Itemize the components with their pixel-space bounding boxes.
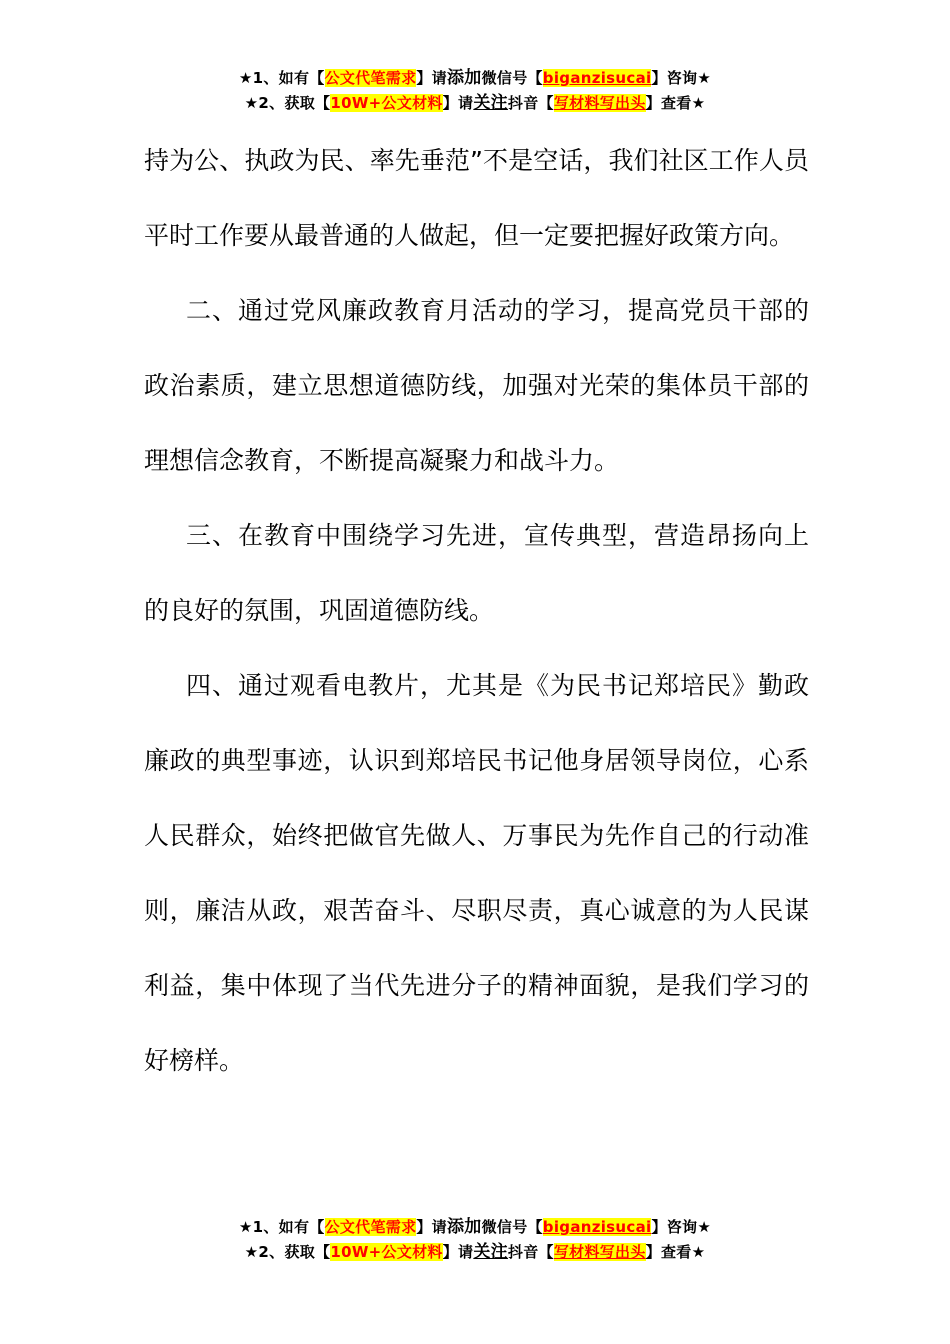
paragraph-two: 二、通过党风廉政教育月活动的学习，提高党员干部的政治素质，建立思想道德防线，加强对光荣的集体员干部的理想信念教育，不断提高凝聚力和战斗力。 (144, 296, 809, 475)
paragraph-continued: 持为公、执政为民、率先垂范”不是空话，我们社区工作人员平时工作要从最普通的人做起，但一定要把握好政策方向。 (144, 146, 809, 250)
highlight-wechat-id: biganzisucai (542, 69, 652, 87)
banner-line-2: ★2、获取【10W+公文材料】请关注抖音【写材料写出头】查看★ (244, 1242, 706, 1262)
footer-banner (0, 1215, 950, 1265)
banner-line-1: ★1、如有【公文代笔需求】请添加微信号【biganzisucai】咨询★ (238, 1217, 712, 1237)
highlight-douyin-account: 写材料写出头 (553, 1243, 646, 1261)
highlight-service: 公文代笔需求 (324, 1218, 417, 1236)
highlight-douyin-account: 写材料写出头 (553, 94, 646, 112)
header-banner (0, 66, 950, 116)
banner-line-1: ★1、如有【公文代笔需求】请添加微信号【biganzisucai】咨询★ (238, 68, 712, 88)
paragraph-three: 三、在教育中围绕学习先进，宣传典型，营造昂扬向上的良好的氛围，巩固道德防线。 (144, 521, 809, 625)
document-body (144, 123, 809, 1098)
highlight-wechat-id: biganzisucai (542, 1218, 652, 1236)
paragraph-four: 四、通过观看电教片，尤其是《为民书记郑培民》勤政廉政的典型事迹，认识到郑培民书记他身居领导岗位，心系人民群众，始终把做官先做人、万事民为先作自己的行动准则，廉洁从政，艰苦奋斗、尽职尽责，真心诚意的为人民谋利益，集中体现了当代先进分子的精神面貌，是我们学习的好榜样。 (144, 671, 809, 1075)
highlight-materials: 10W+公文材料 (330, 1243, 443, 1261)
banner-line-2: ★2、获取【10W+公文材料】请关注抖音【写材料写出头】查看★ (244, 93, 706, 113)
highlight-materials: 10W+公文材料 (330, 94, 443, 112)
highlight-service: 公文代笔需求 (324, 69, 417, 87)
